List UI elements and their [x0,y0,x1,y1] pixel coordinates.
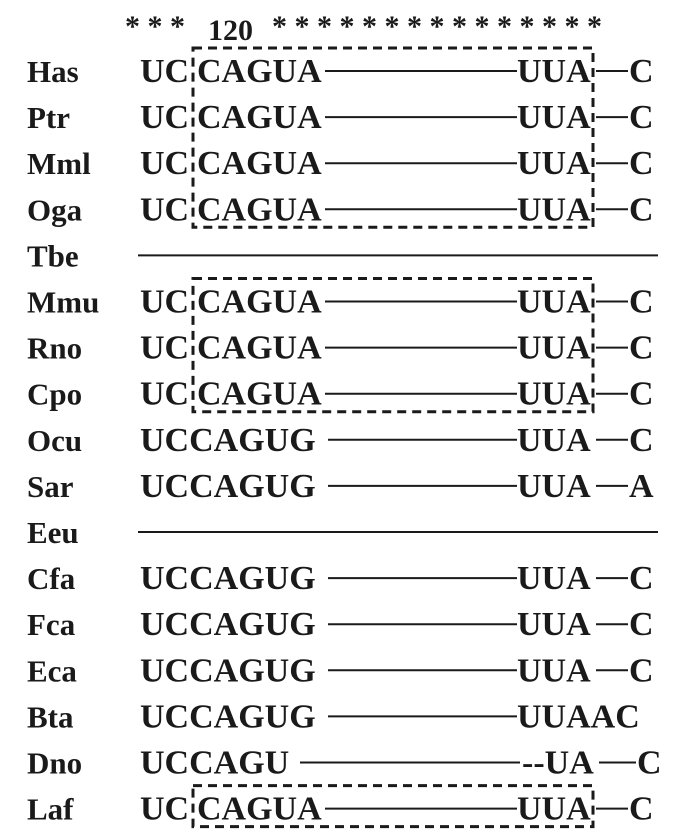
alignment-rows [27,53,662,828]
header-stars-left: * * * [125,10,185,43]
sequence-end: C [629,99,654,137]
sequence-motif: UCCAGUG [140,467,316,505]
alignment-row [27,745,662,782]
species-label: Dno [27,745,83,781]
species-label: Fca [27,607,76,643]
sequence-end: C [629,283,654,321]
sequence-motif: CAGUA [197,283,322,321]
sequence-prefix: UC [140,145,190,183]
sequence-motif: CAGUA [197,375,322,413]
sequence-end: C [629,421,654,459]
alignment-row [27,330,654,367]
alignment-row [27,53,654,90]
alignment-row [27,791,654,828]
sequence-prefix: UC [140,375,190,413]
alignment-row [27,468,654,505]
sequence-motif: CAGUA [197,790,322,828]
sequence-suffix: UUA [517,375,591,413]
sequence-motif: CAGUA [197,145,322,183]
sequence-motif: UCCAGUG [140,606,316,644]
species-label: Mml [27,146,91,182]
species-label: Laf [27,791,74,827]
sequence-suffix: UUA [517,421,591,459]
species-label: Eca [27,653,77,689]
alignment-row [27,145,654,182]
sequence-motif: UCCAGUG [140,560,316,598]
species-label: Tbe [27,238,79,274]
sequence-motif: UCCAGU [140,744,290,782]
sequence-end: C [637,744,662,782]
sequence-motif: CAGUA [197,329,322,367]
species-label: Ocu [27,422,83,458]
sequence-end: C [629,329,654,367]
sequence-suffix: UUA [517,283,591,321]
sequence-end: A [629,467,654,505]
sequence-end: C [629,53,654,90]
sequence-suffix: UUA [517,560,591,598]
alignment-row [27,515,658,550]
sequence-suffix: UUAAC [517,698,640,736]
species-label: Cfa [27,561,76,597]
sequence-suffix: UUA [517,145,591,183]
alignment-row [27,560,654,597]
sequence-prefix: UC [140,53,190,90]
sequence-prefix: UC [140,329,190,367]
alignment-row [27,191,654,228]
sequence-end: C [629,790,654,828]
sequence-suffix: UUA [517,329,591,367]
species-label: Bta [27,699,74,735]
sequence-motif: UCCAGUG [140,652,316,690]
sequence-end: C [629,560,654,598]
sequence-motif: UCCAGUG [140,698,316,736]
species-label: Eeu [27,515,79,550]
header-stars-right: * * * * * * * * * * * * * * * [272,10,602,43]
sequence-motif: UCCAGUG [140,421,316,459]
species-label: Sar [27,468,74,504]
alignment-row [27,698,640,735]
alignment-row [27,99,654,136]
sequence-prefix: UC [140,191,190,229]
alignment-row [27,422,654,459]
alignment-row [27,606,654,643]
species-label: Ptr [27,100,71,136]
sequence-suffix: UUA [517,652,591,690]
sequence-end: C [629,606,654,644]
sequence-suffix: UUA [517,467,591,505]
species-label: Has [27,54,79,89]
header-position-number: 120 [208,14,253,47]
sequence-motif: CAGUA [197,53,322,90]
sequence-suffix: --UA [522,744,594,782]
sequence-suffix: UUA [517,99,591,137]
sequence-end: C [629,652,654,690]
species-label: Cpo [27,376,83,412]
sequence-suffix: UUA [517,191,591,229]
sequence-end: C [629,145,654,183]
alignment-header [125,10,602,47]
sequence-suffix: UUA [517,606,591,644]
sequence-motif: CAGUA [197,99,322,137]
sequence-prefix: UC [140,790,190,828]
sequence-motif: CAGUA [197,191,322,229]
sequence-prefix: UC [140,283,190,321]
sequence-suffix: UUA [517,790,591,828]
alignment-row [27,238,658,273]
sequence-prefix: UC [140,99,190,137]
alignment-row [27,652,654,689]
sequence-end: C [629,191,654,229]
species-label: Oga [27,192,83,228]
species-label: Rno [27,330,83,366]
sequence-end: C [629,375,654,413]
species-label: Mmu [27,284,100,320]
alignment-row [27,284,654,321]
sequence-suffix: UUA [517,53,591,90]
alignment-row [27,376,654,413]
